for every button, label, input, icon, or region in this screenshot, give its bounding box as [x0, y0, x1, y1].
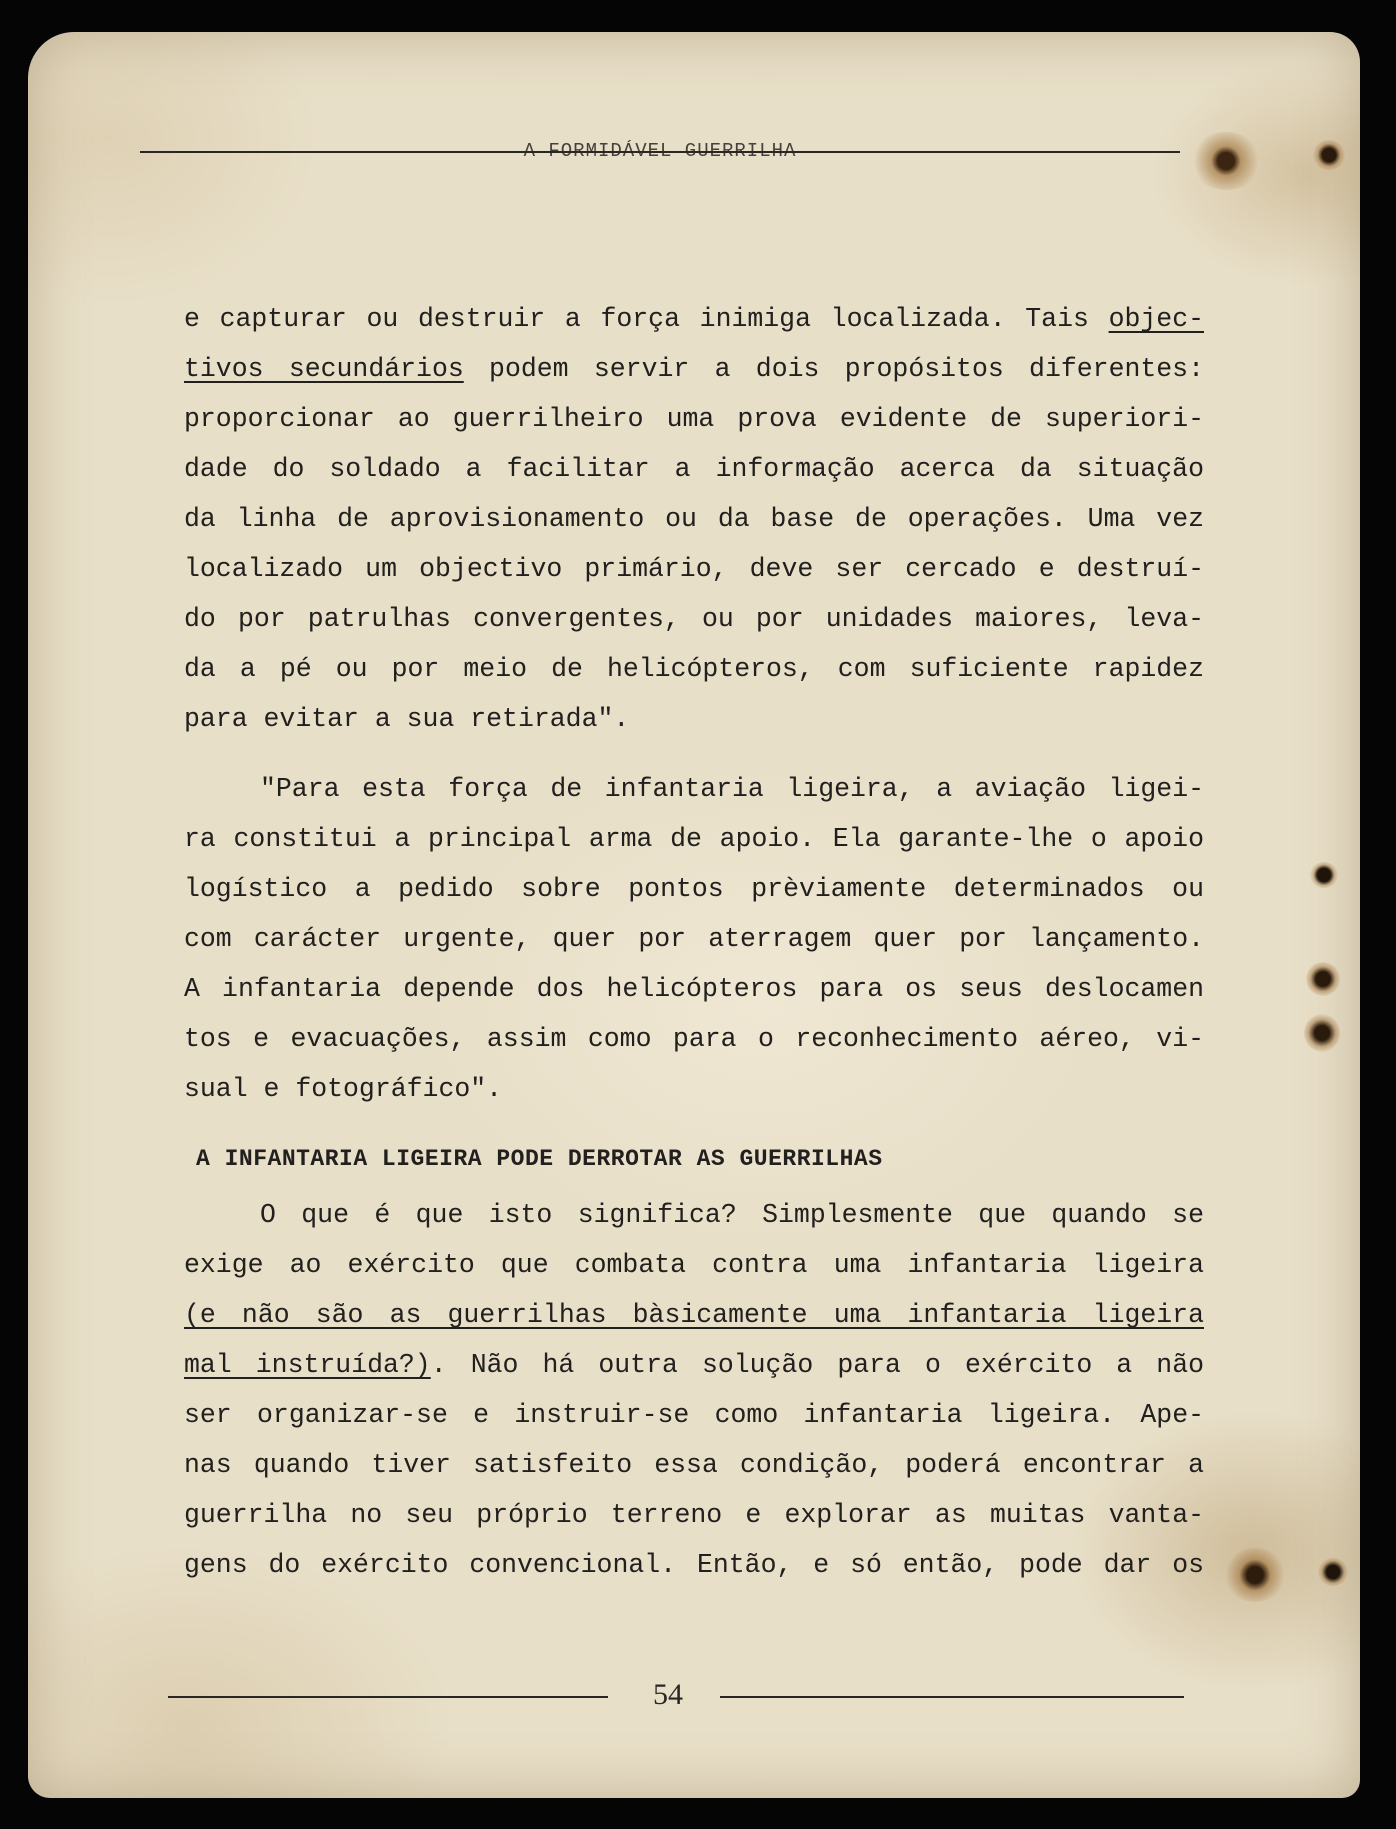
paper-sheet — [28, 32, 1360, 1798]
text-run: com carácter urgente, quer por aterragem quer por lançamento. — [184, 924, 1204, 954]
text-run: do por patrulhas convergentes, ou por unidades maiores, leva- — [184, 604, 1204, 634]
paragraph — [184, 294, 1204, 744]
page-footer — [168, 1678, 1184, 1714]
text-line — [184, 1290, 1204, 1340]
text-run: A infantaria depende dos helicópteros para os seus deslocamen — [184, 974, 1204, 1004]
text-run: da a pé ou por meio de helicópteros, com suficiente rapidez — [184, 654, 1204, 684]
text-line — [184, 1490, 1204, 1540]
underlined-text: objec- — [1108, 304, 1204, 334]
text-line — [184, 1240, 1204, 1290]
running-head-title: A FORMIDÁVEL GUERRILHA — [523, 140, 797, 162]
running-head — [140, 140, 1180, 162]
underlined-text: tivos secundários — [184, 354, 464, 384]
text-line — [184, 494, 1204, 544]
text-run: e capturar ou destruir a força inimiga localizada. Tais — [184, 304, 1109, 334]
text-run: gens do exército convencional. Então, e só então, pode dar os — [184, 1550, 1204, 1580]
rust-stain — [1310, 862, 1338, 888]
text-run: "Para esta força de infantaria ligeira, a aviação ligei- — [260, 774, 1204, 804]
rust-stain — [1190, 132, 1262, 190]
text-line — [184, 1390, 1204, 1440]
paragraph-gap — [184, 1114, 1204, 1134]
text-line — [184, 694, 1204, 744]
rust-stain — [1224, 1548, 1286, 1602]
paragraph-gap — [184, 744, 1204, 764]
text-line — [184, 1540, 1204, 1590]
footer-rule-left — [168, 1696, 608, 1698]
text-run: da linha de aprovisionamento ou da base de operações. Uma vez — [184, 504, 1204, 534]
text-run: tos e evacuações, assim como para o reconhecimento aéreo, vi- — [184, 1024, 1204, 1054]
text-line — [184, 594, 1204, 644]
text-run: guerrilha no seu próprio terreno e explorar as muitas vanta- — [184, 1500, 1204, 1530]
section-heading: A INFANTARIA LIGEIRA PODE DERROTAR AS GUERRILHAS — [196, 1146, 883, 1172]
rust-stain — [1312, 140, 1346, 170]
text-run: O que é que isto significa? Simplesmente que quando se — [260, 1200, 1204, 1230]
text-run: logístico a pedido sobre pontos prèviamente determinados ou — [184, 874, 1204, 904]
text-line — [184, 764, 1204, 814]
paragraph — [184, 1190, 1204, 1590]
rust-stain — [1306, 962, 1340, 996]
text-line — [184, 644, 1204, 694]
text-line — [184, 1064, 1204, 1114]
rust-stain — [1304, 1014, 1340, 1052]
text-line — [184, 1440, 1204, 1490]
text-line — [184, 914, 1204, 964]
text-run: dade do soldado a facilitar a informação acerca da situação — [184, 454, 1204, 484]
text-run: podem servir a dois propósitos diferentes: — [463, 354, 1204, 384]
text-line — [184, 394, 1204, 444]
text-line — [184, 1190, 1204, 1240]
text-run: exige ao exército que combata contra uma infantaria ligeira — [184, 1250, 1204, 1280]
rust-stain — [1318, 1558, 1348, 1586]
text-run: para evitar a sua retirada". — [184, 704, 630, 734]
text-line — [184, 814, 1204, 864]
text-line — [184, 964, 1204, 1014]
text-line — [184, 1340, 1204, 1390]
paragraph — [184, 764, 1204, 1114]
footer-rule-right — [720, 1696, 1184, 1698]
text-run: ser organizar-se e instruir-se como infantaria ligeira. Ape- — [184, 1400, 1204, 1430]
underlined-text: mal instruída?) — [184, 1350, 431, 1380]
text-line — [184, 864, 1204, 914]
text-run: sual e fotográfico". — [184, 1074, 503, 1104]
text-line — [184, 544, 1204, 594]
text-line — [184, 344, 1204, 394]
text-run: localizado um objectivo primário, deve ser cercado e destruí- — [184, 554, 1204, 584]
text-run: . Não há outra solução para o exército a não — [430, 1350, 1204, 1380]
text-line — [184, 1014, 1204, 1064]
body-text — [184, 294, 1204, 1590]
text-run: proporcionar ao guerrilheiro uma prova evidente de superiori- — [184, 404, 1204, 434]
text-run: ra constitui a principal arma de apoio. Ela garante-lhe o apoio — [184, 824, 1204, 854]
text-line — [184, 294, 1204, 344]
text-run: nas quando tiver satisfeito essa condição, poderá encontrar a — [184, 1450, 1204, 1480]
underlined-text: (e não são as guerrilhas bàsicamente uma infantaria ligeira — [184, 1300, 1204, 1330]
text-line — [184, 444, 1204, 494]
page-number: 54 — [653, 1678, 683, 1711]
